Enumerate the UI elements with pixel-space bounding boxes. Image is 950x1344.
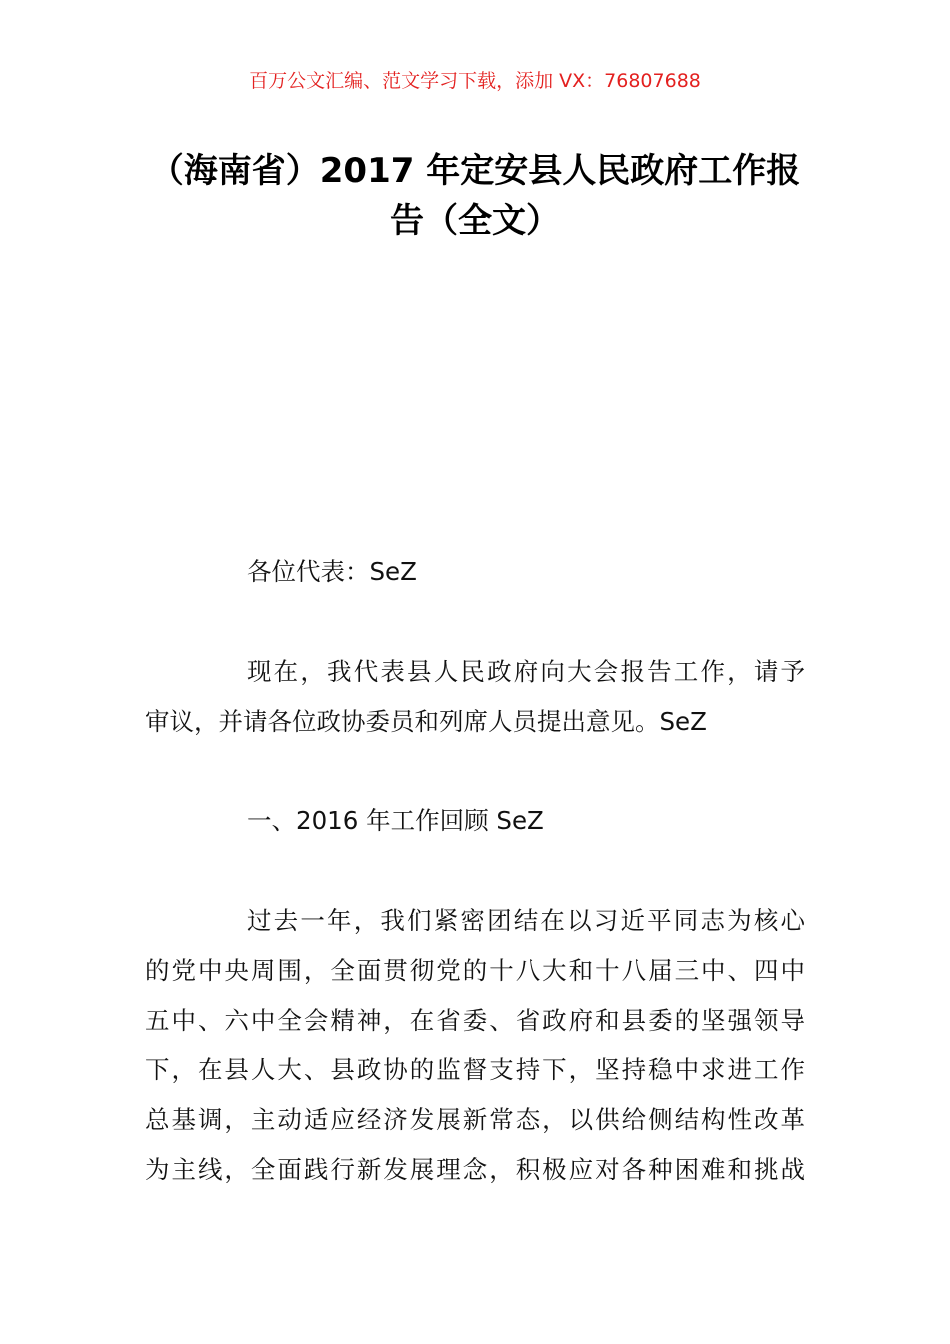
- document-title-line-2: 告（全文）: [390, 201, 560, 241]
- paragraph-line: 五中、六中全会精神，在省委、省政府和县委的坚强领导: [145, 1006, 805, 1035]
- watermark-text: 百万公文汇编、范文学习下载，添加 VX：76807688: [249, 70, 701, 92]
- section-heading: 一、2016 年工作回顾 SeZ: [247, 806, 544, 835]
- paragraph-line: 现在，我代表县人民政府向大会报告工作，请予: [247, 657, 805, 686]
- paragraph-line: 过去一年，我们紧密团结在以习近平同志为核心: [247, 906, 805, 935]
- document-title-line-1: （海南省）2017 年定安县人民政府工作报: [149, 151, 801, 191]
- paragraph-line: 下，在县人大、县政协的监督支持下，坚持稳中求进工作: [145, 1055, 805, 1084]
- paragraph-line: 审议，并请各位政协委员和列席人员提出意见。SeZ: [145, 707, 707, 736]
- paragraph-line: 为主线，全面践行新发展理念，积极应对各种困难和挑战: [145, 1155, 805, 1184]
- salutation: 各位代表：SeZ: [247, 557, 417, 586]
- paragraph-line: 总基调，主动适应经济发展新常态，以供给侧结构性改革: [145, 1105, 805, 1134]
- paragraph-line: 的党中央周围，全面贯彻党的十八大和十八届三中、四中: [145, 956, 805, 985]
